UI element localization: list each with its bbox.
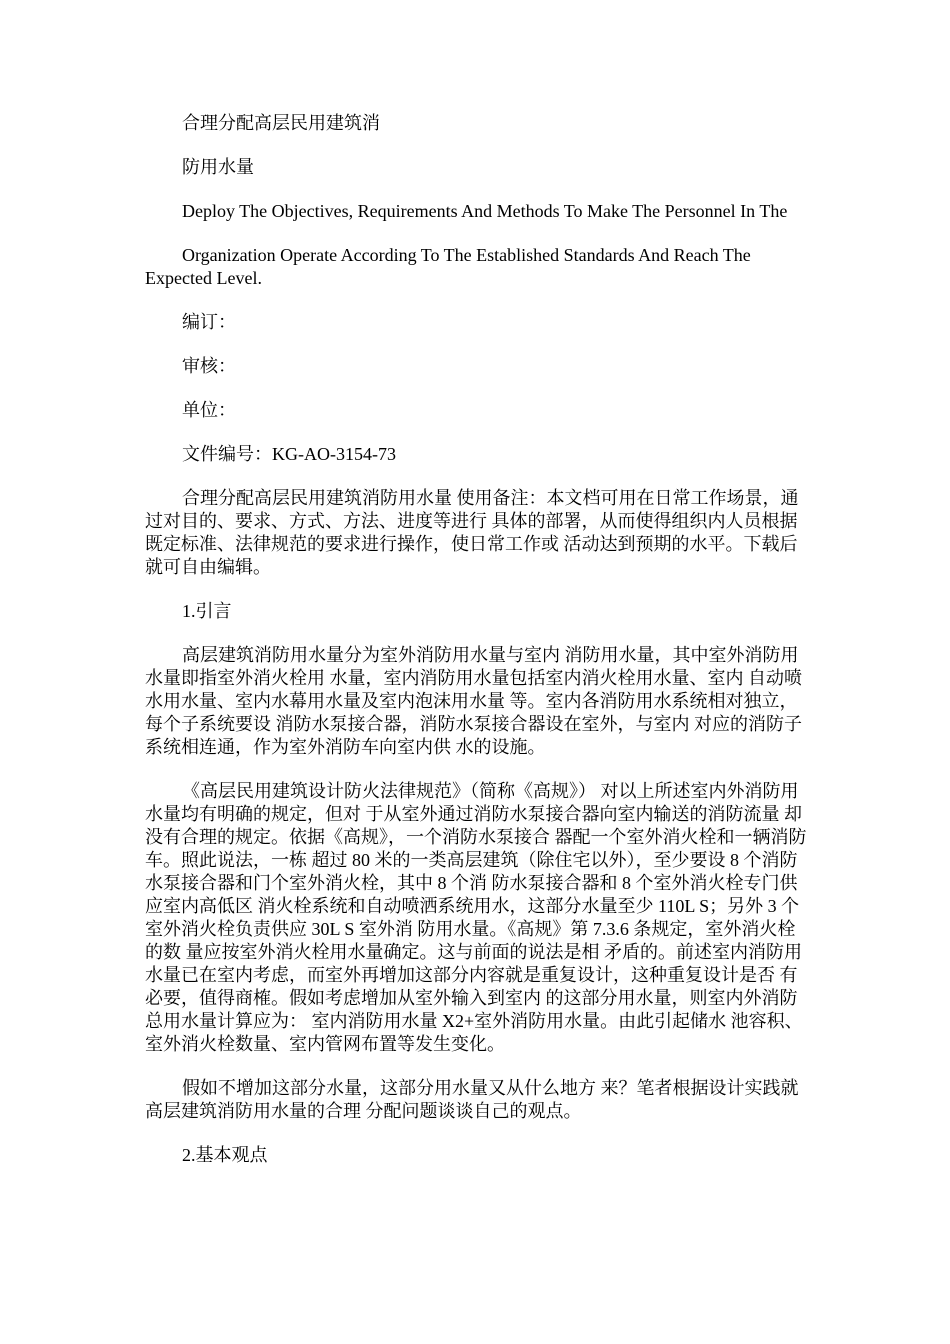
section-heading-introduction: 1.引言	[182, 601, 232, 621]
file-number-field: 文件编号：KG-AO-3154-73	[182, 444, 396, 464]
section-heading-basic-views: 2.基本观点	[182, 1145, 268, 1165]
body-paragraph-1: 高层建筑消防用水量分为室外消防用水量与室内 消防用水量，其中室外消防用水量即指室外消火栓用 水量，室内消防用水量包括室内消火栓用水量、室内 自动喷水用水量、室内水幕用水量及室内泡沫用水量 等。室内各消防用水系统相对独立，每个子系统要设 消防水泵接合器，消防水泵接合器设在室外，与室内 对应的消防子系统相连通，作为室外消防车向室内供 水的设施。	[145, 645, 802, 757]
document-page	[145, 112, 807, 1188]
unit-field-label: 单位：	[182, 400, 236, 420]
review-field-label: 审核：	[182, 356, 236, 376]
document-title-line-1: 合理分配高层民用建筑消	[182, 113, 380, 133]
body-paragraph-3: 假如不增加这部分水量，这部分用水量又从什么地方 来？笔者根据设计实践就高层建筑消防用水量的合理 分配问题谈谈自己的观点。	[145, 1078, 799, 1121]
document-subtitle-line-2: Organization Operate According To The Established Standards And Reach The Expected Level.	[145, 245, 751, 288]
document-subtitle-line-1: Deploy The Objectives, Requirements And Methods To Make The Personnel In The	[182, 201, 788, 221]
intro-note-paragraph: 合理分配高层民用建筑消防用水量 使用备注：本文档可用在日常工作场景，通过对目的、要求、方式、方法、进度等进行 具体的部署，从而使得组织内人员根据既定标准、法律规范的要求进行操作，使日常工作或 活动达到预期的水平。下载后就可自由编辑。	[145, 488, 799, 577]
edit-field-label: 编订：	[182, 312, 236, 332]
body-paragraph-2: 《高层民用建筑设计防火法律规范》（简称《高规》） 对以上所述室内外消防用水量均有明确的规定，但对 于从室外通过消防水泵接合器向室内输送的消防流量 却没有合理的规定。依据《高规》，一个消防水泵接合 器配一个室外消火栓和一辆消防车。照此说法，一栋 超过 80 米的一类高层建筑（除住宅以外），至少要设 8 个消防水泵接合器和门个室外消火栓，其中 8 个消 防水泵接合器和 8 个室外消火栓专门供应室内高低区 消火栓系统和自动喷洒系统用水，这部分水量至少 110L S；另外 3 个室外消火栓负责供应 30L S 室外消 防用水量。《高规》第 7.3.6 条规定，室外消火栓的数 量应按室外消火栓用水量确定。这与前面的说法是相 矛盾的。前述室内消防用水量已在室内考虑，而室外再增加这部分内容就是重复设计，这种重复设计是否 有必要，值得商榷。假如考虑增加从室外输入到室内 的这部分用水量，则室内外消防总用水量计算应为： 室内消防用水量 X2+室外消防用水量。由此引起储水 池容积、室外消火栓数量、室内管网布置等发生变化。	[145, 781, 807, 1054]
document-title-line-2: 防用水量	[182, 157, 254, 177]
